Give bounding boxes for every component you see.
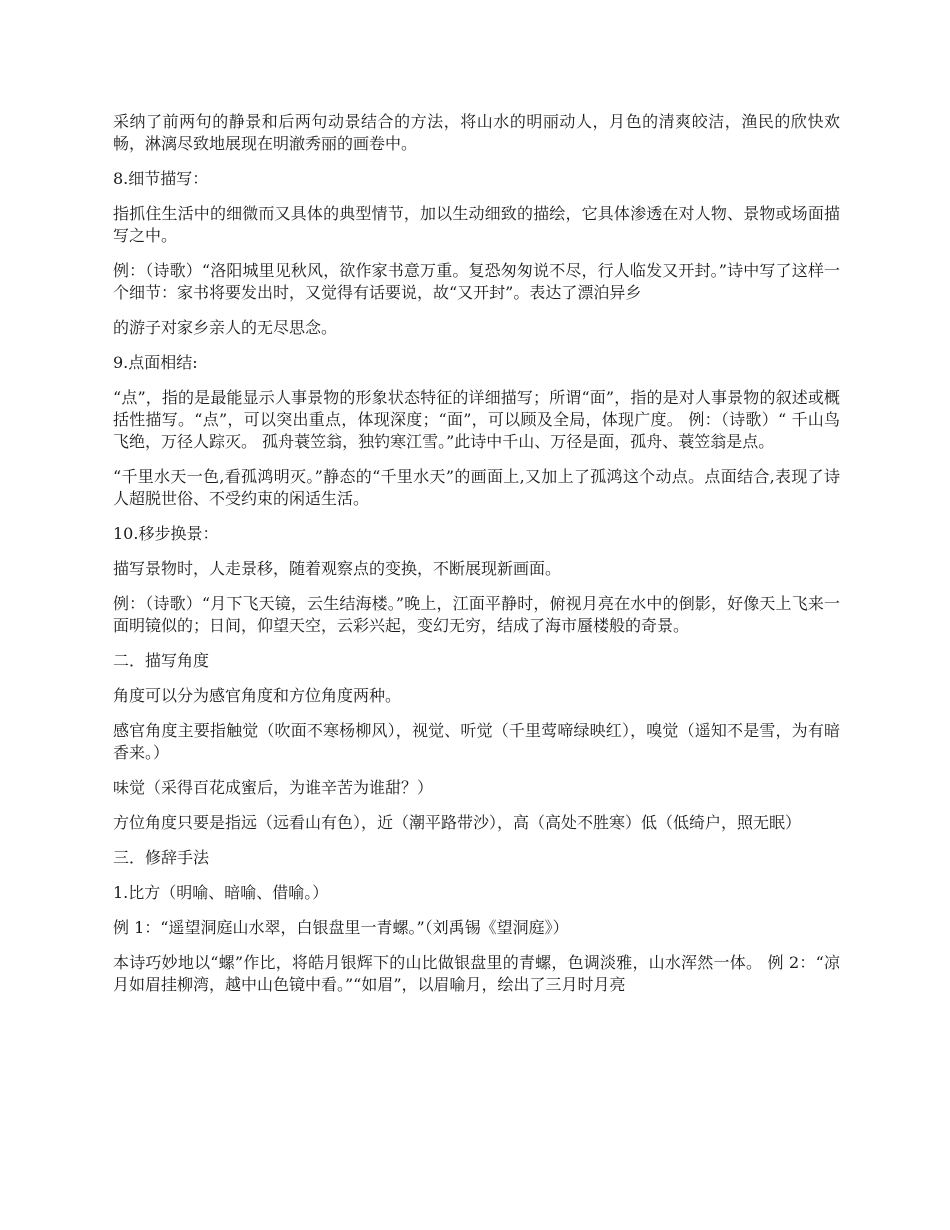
section-heading: 10.移步换景：: [113, 524, 219, 543]
paragraph: 采纳了前两句的静景和后两句动景结合的方法，将山水的明丽动人，月色的清爽皎洁，渔民的欣快欢畅，淋漓尽致地展现在明澈秀丽的画卷中。: [113, 112, 840, 153]
paragraph: 例：（诗歌）“洛阳城里见秋风，欲作家书意万重。复恐匆匆说不尽，行人临发又开封。”诗中写了这样一个细节：家书将要发出时，又觉得有话要说，故“又开封”。表达了漂泊异乡: [113, 261, 840, 302]
paragraph: 描写景物时，人走景移，随着观察点的变换，不断展现新画面。: [113, 559, 562, 578]
section-heading: 1.比方（明喻、暗喻、借喻。）: [113, 883, 329, 902]
paragraph: 本诗巧妙地以“螺”作比，将皓月银辉下的山比做银盘里的青螺，色调淡雅，山水浑然一体。 例 2：“凉月如眉挂柳湾，越中山色镜中看。”“如眉”，以眉喻月，绘出了三月时月亮: [113, 953, 840, 994]
section-heading: 二．描写角度: [113, 651, 210, 670]
paragraph: 指抓住生活中的细微而又具体的典型情节，加以生动细致的描绘，它具体渗透在对人物、景物或场面描写之中。: [113, 204, 840, 245]
section-heading: 三．修辞手法: [113, 848, 210, 867]
section-heading: 9.点面相结:: [113, 353, 198, 372]
paragraph: 方位角度只要是指远（远看山有色），近（潮平路带沙），高（高处不胜寒）低（低绮户，照无眠）: [113, 813, 802, 832]
paragraph: “千里水天一色,看孤鸿明灭。”静态的“千里水天”的画面上,又加上了孤鸿这个动点。点面结合,表现了诗人超脱世俗、不受约束的闲适生活。: [113, 467, 840, 508]
document-body: [113, 111, 840, 996]
paragraph: 例 1：“遥望洞庭山水翠，白银盘里一青螺。”（刘禹锡《望洞庭》）: [113, 918, 569, 937]
paragraph: 角度可以分为感官角度和方位角度两种。: [113, 686, 402, 705]
paragraph: 感官角度主要指触觉（吹面不寒杨柳风），视觉、听觉（千里莺啼绿映红），嗅觉（遥知不是雪，为有暗香来。）: [113, 721, 840, 762]
paragraph: 例：（诗歌）“月下飞天镜，云生结海楼。”晚上，江面平静时，俯视月亮在水中的倒影，好像天上飞来一面明镜似的；日间，仰望天空，云彩兴起，变幻无穷，结成了海市蜃楼般的奇景。: [113, 594, 840, 635]
paragraph: 的游子对家乡亲人的无尽思念。: [113, 318, 338, 337]
paragraph: “点”，指的是最能显示人事景物的形象状态特征的详细描写；所谓“面”，指的是对人事景物的叙述或概括性描写。“点”，可以突出重点，体现深度；“面”，可以顾及全局，体现广度。 例：（诗歌）“ 千山鸟飞绝，万径人踪灭。 孤舟蓑笠翁，独钓寒江雪。”此诗中千山、万径是面，孤舟、蓑笠翁是点。: [113, 388, 840, 451]
section-heading: 8.细节描写：: [113, 169, 209, 188]
paragraph: 味觉（采得百花成蜜后，为谁辛苦为谁甜？）: [113, 778, 434, 797]
